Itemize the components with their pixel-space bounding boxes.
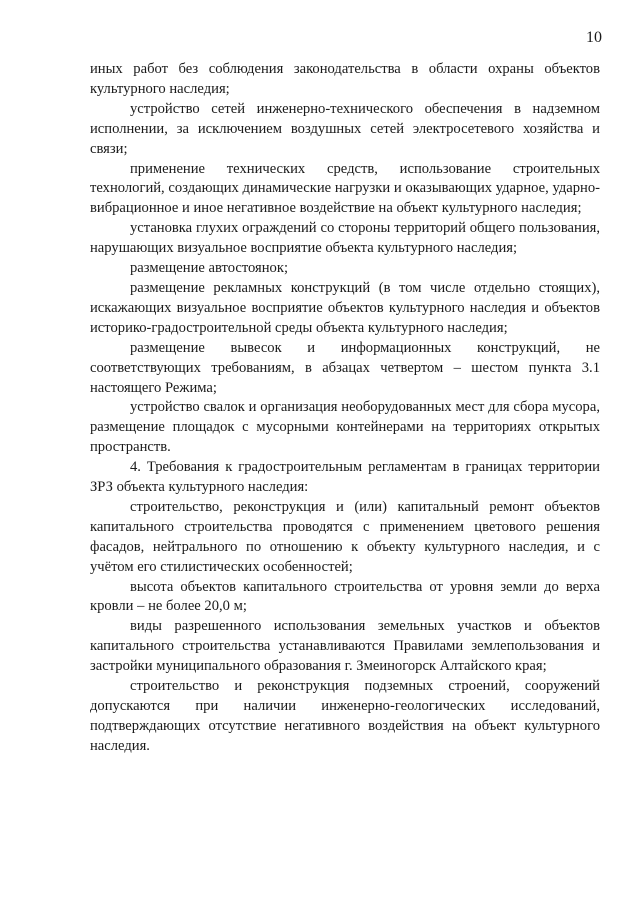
paragraph: высота объектов капитального строительства от уровня земли до верха кровли – не более 20,0 м; [90,578,600,615]
paragraph: размещение автостоянок; [130,260,289,277]
paragraph-continuation: иных работ без соблюдения законодательства в области охраны объектов культурного наследия; [90,61,600,97]
paragraph: устройство свалок и организация необорудованных мест для сбора мусора, размещение площадок с мусорными контейнерами на территориях открытых пространств. [90,399,600,456]
paragraph: применение технических средств, использование строительных технологий, создающих динамические нагрузки и оказывающих ударное, ударно-вибрационное и иное негативное воздействие на объект культурного наследия; [90,160,600,217]
paragraph: строительство, реконструкция и (или) капитальный ремонт объектов капитального строительства проводятся с применением цветового решения фасадов, нейтрального по отношению к объекту культурного наследия, и с учётом его стилистических особенностей; [90,498,600,575]
paragraph: виды разрешенного использования земельных участков и объектов капитального строительства устанавливаются Правилами землепользования и застройки муниципального образования г. Змеиногорск Алтайского края; [90,618,600,675]
paragraph: установка глухих ограждений со стороны территорий общего пользования, нарушающих визуальное восприятие объекта культурного наследия; [90,220,600,257]
document-body [90,60,600,757]
page-number: 10 [586,29,602,46]
paragraph: строительство и реконструкция подземных строений, сооружений допускаются при наличии инженерно-геологических исследований, подтверждающих отсутствие негативного воздействия на объект культурного наследия. [90,678,600,754]
section-heading-paragraph: 4. Требования к градостроительным регламентам в границах территории ЗРЗ объекта культурного наследия: [90,459,600,496]
paragraph: устройство сетей инженерно-технического обеспечения в надземном исполнении, за исключением воздушных сетей электросетевого хозяйства и связи; [90,100,600,157]
paragraph: размещение вывесок и информационных конструкций, не соответствующих требованиям, в абзацах четвертом – шестом пункта 3.1 настоящего Режима; [90,339,600,396]
paragraph: размещение рекламных конструкций (в том числе отдельно стоящих), искажающих визуальное восприятие объектов культурного наследия и объектов историко-градостроительной среды объекта культурного наследия; [90,279,600,336]
